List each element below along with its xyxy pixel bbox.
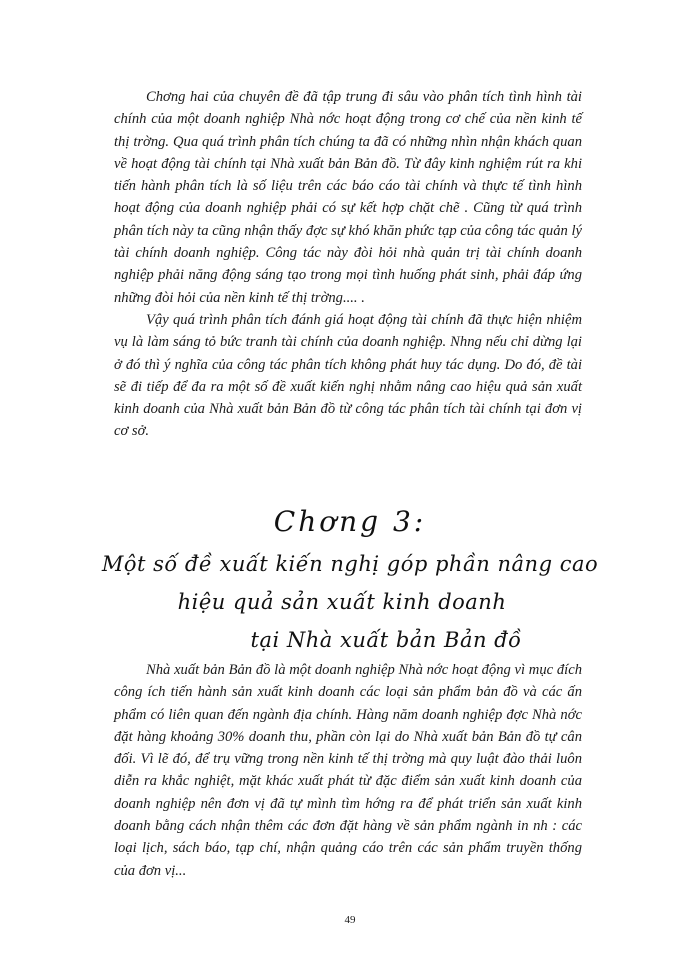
chapter-2-conclusion: [114, 86, 582, 443]
chapter-subtitle-line: Một số đề xuất kiến nghị góp phần nâng cao: [101, 552, 599, 576]
page-number: 49: [344, 914, 356, 926]
chapter-3-intro: [114, 659, 582, 882]
paragraph: Vậy quá trình phân tích đánh giá hoạt động tài chính đã thực hiện nhiệm vụ là làm sáng tỏ bức tranh tài chính của doanh nghiệp. Nhng nếu chỉ dừng lại ở đó thì ý nghĩa của công tác phân tích không phát huy tác dụng. Do đó, đề tài sẽ đi tiếp để đa ra một số đề xuất kiến nghị nhằm nâng cao hiệu quả sản xuất kinh doanh của Nhà xuất bản Bản đồ từ công tác phân tích tài chính tại đơn vị cơ sở.: [114, 311, 582, 440]
paragraph: Chơng hai của chuyên đề đã tập trung đi sâu vào phân tích tình hình tài chính của một doanh nghiệp Nhà nớc hoạt động trong cơ chế của nền kinh tế thị trờng. Qua quá trình phân tích chúng ta đã có những nhìn nhận khách quan về hoạt động tài chính tại Nhà xuất bản Bản đồ. Từ đây kinh nghiệm rút ra khi tiến hành phân tích là số liệu trên các báo cáo tài chính và thực tế tình hình hoạt động của doanh nghiệp phải có sự kết hợp chặt chẽ . Cũng từ quá trình phân tích này ta cũng nhận thấy đợc sự khó khăn phức tạp của công tác quản lý tài chính doanh nghiệp. Công tác này đòi hỏi nhà quản trị tài chính doanh nghiệp phải năng động sáng tạo trong mọi tình huống phát sinh, phải đáp ứng những đòi hỏi của nền kinh tế thị trờng.... .: [114, 89, 582, 306]
chapter-subtitle-line: tại Nhà xuất bản Bản đồ: [250, 628, 522, 652]
chapter-subtitle-line: hiệu quả sản xuất kinh doanh: [177, 590, 507, 614]
chapter-title: Chơng 3:: [273, 505, 427, 538]
paragraph: Nhà xuất bản Bản đồ là một doanh nghiệp Nhà nớc hoạt động vì mục đích công ích tiến hành sản xuất kinh doanh các loại sản phẩm bản đồ và các ấn phẩm có liên quan đến ngành địa chính. Hàng năm doanh nghiệp đợc Nhà nớc đặt hàng khoảng 30% doanh thu, phần còn lại do Nhà xuất bản Bản đồ tự cân đối. Vì lẽ đó, để trụ vững trong nền kinh tế thị trờng mà quy luật đào thải luôn diễn ra khắc nghiệt, mặt khác xuất phát từ đặc điểm sản xuất kinh doanh của doanh nghiệp nên đơn vị đã tự mình tìm hớng ra để phát triển sản xuất kinh doanh bằng cách nhận thêm các đơn đặt hàng về sản phẩm ngành in nh : các loại lịch, sách báo, tạp chí, nhận quảng cáo trên các sản phẩm truyền thống của đơn vị...: [114, 662, 582, 879]
